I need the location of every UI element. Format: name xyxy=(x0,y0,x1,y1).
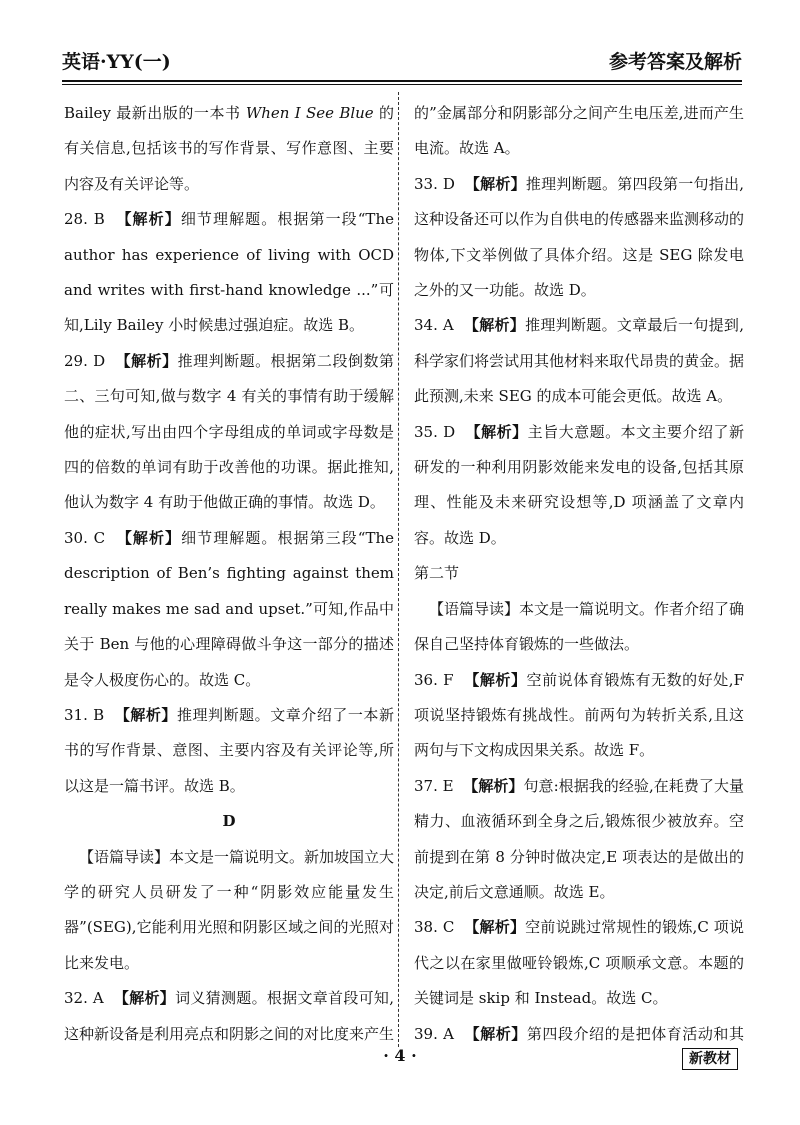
answer-37: 37. E 【解析】句意:根据我的经验,在耗费了大量精力、血液循环到全身之后,锻炼很少被放弃。空前提到在第 8 分钟时做决定,E 项表达的是做出的决定,前后文意通顺。故选 E。 xyxy=(414,776,744,901)
right-column xyxy=(414,96,744,1046)
guide-d: 【语篇导读】本文是一篇说明文。新加坡国立大学的研究人员研发了一种“阴影效应能量发生器”(SEG),它能利用光照和阴影区域之间的光照对比来发电。 xyxy=(64,847,394,972)
answer-32: 32. A 【解析】词义猜测题。根据文章首段可知,这种新设备是利用亮点和阴影之间的对比度来产生 xyxy=(64,989,394,1043)
answer-29: 29. D 【解析】推理判断题。根据第二段倒数第二、三句可知,做与数字 4 有关的事情有助于缓解他的症状,写出由四个字母组成的单词或字母数是四的倍数的单词有助于改善他的功课。据此推知,他认为数字 4 有助于他做正确的事情。故选 D。 xyxy=(64,351,394,512)
left-column xyxy=(64,96,394,1046)
answer-34: 34. A 【解析】推理判断题。文章最后一句提到,科学家们将尝试用其他材料来取代昂贵的黄金。据此预测,未来 SEG 的成本可能会更低。故选 A。 xyxy=(414,316,744,406)
page-number: · 4 · xyxy=(383,1046,417,1065)
answer-32-continuation: 的”金属部分和阴影部分之间产生电压差,进而产生电流。故选 A。 xyxy=(414,104,744,158)
answer-39: 39. A 【解析】第四段介绍的是把体育活动和其 xyxy=(414,1024,744,1043)
column-divider xyxy=(398,92,399,1047)
answer-35: 35. D 【解析】主旨大意题。本文主要介绍了新研发的一种利用阴影效能来发电的设备,包括其原理、性能及未来研究设想等,D 项涵盖了文章内容。故选 D。 xyxy=(414,422,744,547)
intro-continuation: Bailey 最新出版的一本书 When I See Blue 的有关信息,包括该书的写作背景、写作意图、主要内容及有关评论等。 xyxy=(64,104,394,193)
header-rule-thin xyxy=(62,84,742,85)
section-d-heading: D xyxy=(222,812,236,831)
edition-badge: 新教材 xyxy=(682,1048,738,1070)
header-rule xyxy=(62,80,742,82)
header-right-title: 参考答案及解析 xyxy=(608,51,742,73)
answer-28: 28. B 【解析】细节理解题。根据第一段“The author has experience of living with OCD and writes with first-hand knowledge ...”可知,Lily Bailey 小时候患过强迫症。故选 B。 xyxy=(64,210,394,335)
answer-36: 36. F 【解析】空前说体育锻炼有无数的好处,F 项说坚持锻炼有挑战性。前两句为转折关系,且这两句与下文构成因果关系。故选 F。 xyxy=(414,670,744,760)
header-left-title: 英语·YY(一) xyxy=(62,51,171,73)
answer-30: 30. C 【解析】细节理解题。根据第三段“The description of Ben’s fighting against them really makes me sad and upset.”可知,作品中关于 Ben 与他的心理障碍做斗争这一部分的描述是令人极度伤心的。故选 C。 xyxy=(64,528,394,689)
section-2-heading: 第二节 xyxy=(414,564,460,583)
book-title: When I See Blue xyxy=(245,104,374,122)
guide-2: 【语篇导读】本文是一篇说明文。作者介绍了确保自己坚持体育锻炼的一些做法。 xyxy=(414,599,744,654)
answer-33: 33. D 【解析】推理判断题。第四段第一句指出,这种设备还可以作为自供电的传感器来监测移动的物体,下文举例做了具体介绍。这是 SEG 除发电之外的又一功能。故选 D。 xyxy=(414,174,744,300)
answer-31: 31. B 【解析】推理判断题。文章介绍了一本新书的写作背景、意图、主要内容及有关评论等,所以这是一篇书评。故选 B。 xyxy=(64,705,394,795)
page-header xyxy=(62,44,742,74)
answer-38: 38. C 【解析】空前说跳过常规性的锻炼,C 项说代之以在家里做哑铃锻炼,C 项顺承文意。本题的关键词是 skip 和 Instead。故选 C。 xyxy=(414,918,744,1008)
